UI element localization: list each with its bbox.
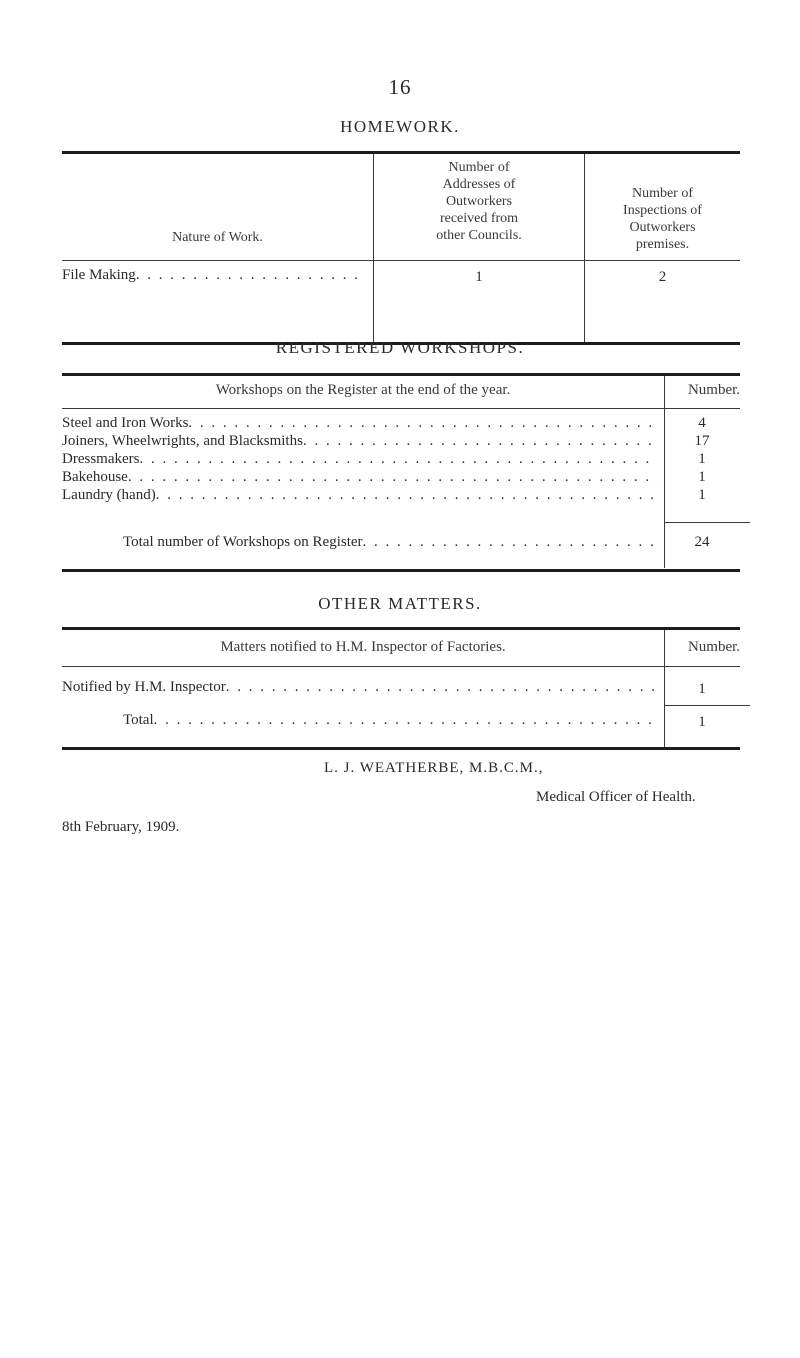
- header-number: Number.: [687, 382, 741, 398]
- table-row: [62, 469, 658, 486]
- row-label: Laundry (hand): [62, 487, 156, 503]
- row-label: File Making: [62, 267, 136, 283]
- header-line: Outworkers: [629, 220, 696, 235]
- row-number: 17: [694, 433, 710, 449]
- total-number: 24: [694, 534, 710, 550]
- total-label: Total: [123, 712, 154, 728]
- page-number: 16: [388, 75, 412, 99]
- total-row: [123, 534, 658, 551]
- dot-leader: [303, 433, 658, 450]
- dot-leader: [188, 415, 658, 432]
- header-line: other Councils.: [436, 228, 522, 243]
- header-number-of-addresses: [374, 159, 584, 244]
- other-header-rule: [62, 666, 740, 667]
- row-label: Joiners, Wheelwrights, and Blacksmiths: [62, 433, 303, 449]
- table-row-notified: [62, 679, 658, 696]
- table-row: [62, 415, 658, 432]
- header-matters-notified: Matters notified to H.M. Inspector of Factories.: [220, 639, 506, 655]
- dot-leader: [226, 679, 658, 696]
- row-label: Bakehouse: [62, 469, 128, 485]
- total-row: [123, 712, 658, 729]
- header-number: Number.: [687, 639, 741, 655]
- total-number: 1: [698, 714, 706, 730]
- header-line: Number of: [448, 160, 510, 175]
- homework-header-rule: [62, 260, 740, 261]
- total-label: Total number of Workshops on Register: [123, 534, 363, 550]
- row-number: 1: [698, 681, 706, 697]
- dot-leader: [156, 487, 658, 504]
- header-line: Inspections of: [623, 203, 702, 218]
- signatory-name: L. J. WEATHERBE, M.B.C.M.,: [324, 760, 544, 776]
- registered-top-rule: [62, 373, 740, 376]
- table-row: [62, 487, 658, 504]
- header-line: received from: [439, 211, 519, 226]
- header-line: Addresses of: [442, 177, 516, 192]
- registered-workshops-title: REGISTERED WORKSHOPS.: [275, 338, 525, 357]
- dot-leader: [139, 451, 658, 468]
- row-number: 4: [698, 415, 706, 431]
- table-row: [62, 433, 658, 450]
- header-number-of-inspections: [585, 185, 740, 253]
- row-number: 1: [698, 487, 706, 503]
- registered-header-rule: [62, 408, 740, 409]
- header-line: Number of: [631, 186, 694, 201]
- table-row-file-making: [62, 267, 362, 284]
- other-matters-title: OTHER MATTERS.: [318, 594, 482, 613]
- total-rule: [664, 522, 750, 523]
- inspections-value: 2: [658, 269, 667, 285]
- registered-bottom-rule: [62, 569, 740, 572]
- header-line: premises.: [635, 237, 690, 252]
- dot-leader: [363, 534, 658, 551]
- dot-leader: [154, 712, 658, 729]
- addresses-value: 1: [475, 269, 483, 285]
- row-label: Notified by H.M. Inspector: [62, 679, 226, 695]
- homework-title: HOMEWORK.: [340, 117, 460, 136]
- other-top-rule: [62, 627, 740, 630]
- row-label: Steel and Iron Works: [62, 415, 189, 431]
- signatory-title: Medical Officer of Health.: [536, 789, 696, 805]
- row-number: 1: [698, 469, 706, 485]
- dot-leader: [128, 469, 658, 486]
- other-bottom-rule: [62, 747, 740, 750]
- total-rule: [664, 705, 750, 706]
- row-label: Dressmakers: [62, 451, 140, 467]
- document-date: 8th February, 1909.: [62, 819, 180, 835]
- header-nature-of-work: Nature of Work.: [172, 230, 263, 245]
- homework-top-rule: [62, 151, 740, 154]
- row-number: 1: [698, 451, 706, 467]
- header-workshops-on-register: Workshops on the Register at the end of the year.: [215, 382, 511, 398]
- dot-leader: [136, 267, 362, 284]
- header-line: Outworkers: [445, 194, 513, 209]
- table-row: [62, 451, 658, 468]
